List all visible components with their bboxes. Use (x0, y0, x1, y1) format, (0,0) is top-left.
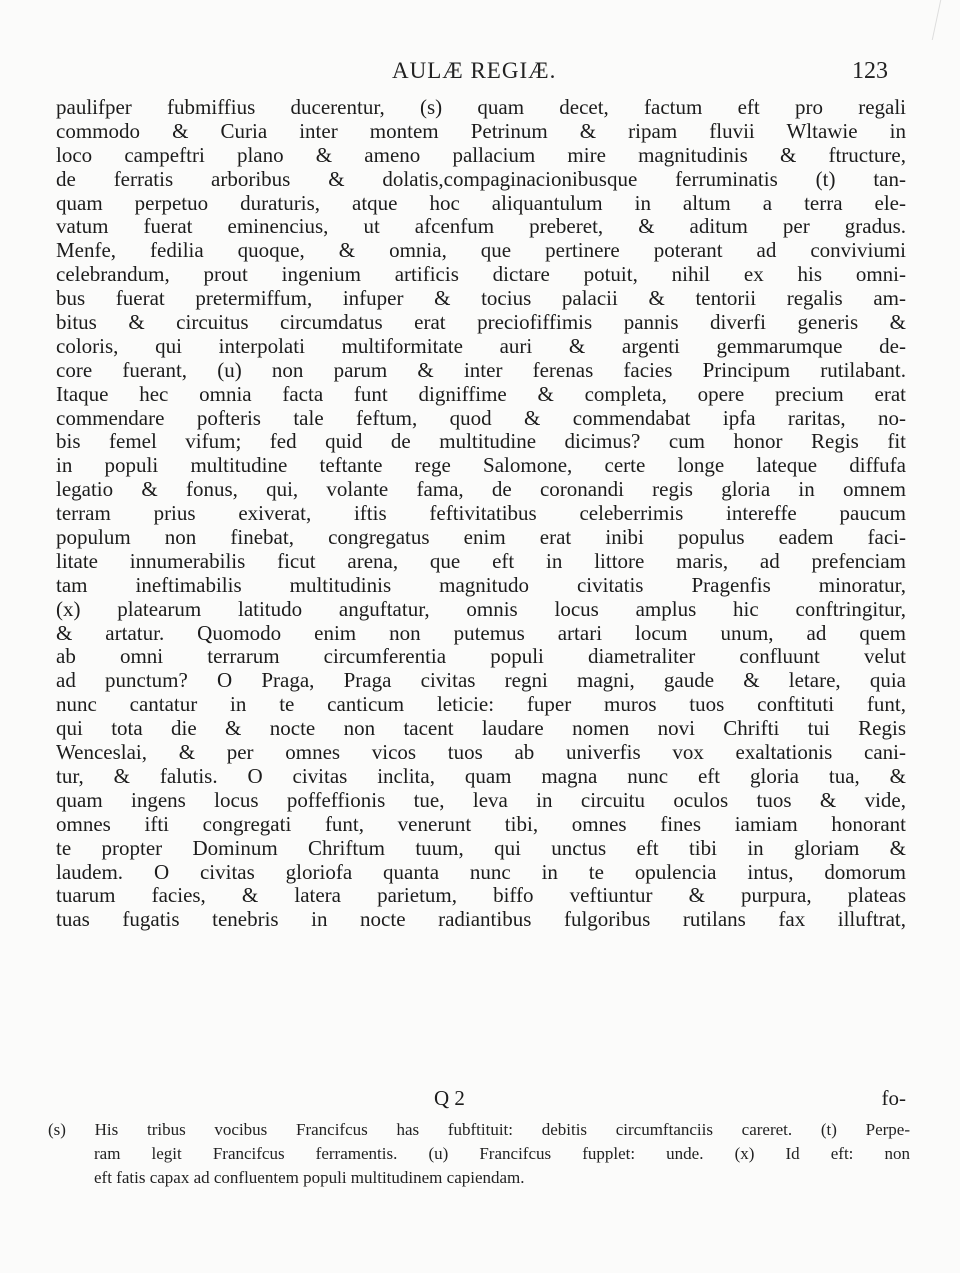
body-line: bitus & circuitus circumdatus erat preciofiffimis pannis diverfi generis & (56, 310, 906, 335)
body-line: omnes ifti congregati funt, venerunt tibi, omnes fines iamiam honorant (56, 811, 906, 836)
body-line: coloris, qui interpolati multiformitate auri & argenti gemmarumque de- (56, 333, 906, 358)
body-line: core fuerant, (u) non parum & inter ferenas facies Principum rutilabant. (56, 357, 906, 382)
body-line: & artatur. Quomodo enim non putemus artari locum unum, ad quem (56, 620, 906, 645)
running-title: AULÆ REGIÆ. (392, 58, 557, 83)
body-line: bus fuerat pretermiffum, infuper & tocius palacii & tentorii regalis am- (56, 286, 906, 311)
body-line: bis femel vifum; fed quid de multitudine dicimus? cum honor Regis fit (56, 429, 906, 454)
catchword: fo- (881, 1086, 906, 1110)
body-line: paulifper fubmiffius ducerentur, (s) quam decet, factum eft pro regali (56, 95, 906, 119)
body-line: qui tota die & nocte non tacent laudare nomen novi Chrifti tui Regis (56, 716, 906, 741)
body-line: (x) platearum latitudo anguftatur, omnis locus amplus hic conftringitur, (56, 596, 906, 621)
body-line: loco campeftri plano & ameno pallacium mire magnitudinis & ftructure, (56, 142, 906, 167)
body-line: tuas fugatis tenebris in nocte radiantibus fulgoribus rutilans fax illuftrat, (56, 907, 906, 932)
signature-row (56, 1086, 906, 1112)
body-line: Wenceslai, & per omnes vicos tuos ab univerfis vox exaltationis cani- (56, 740, 906, 765)
body-line: nunc cantatur in te canticum leticie: fuper muros tuos conftituti funt, (56, 692, 906, 717)
body-line: commodo & Curia inter montem Petrinum & ripam fluvii Wltawie in (56, 118, 906, 143)
body-text (56, 96, 906, 932)
body-line: populum non finebat, congregatus enim erat inibi populus eadem faci- (56, 525, 906, 550)
footnotes (48, 1118, 910, 1190)
body-line: tur, & falutis. O civitas inclita, quam magna nunc eft gloria tua, & (56, 763, 906, 788)
page-number: 123 (852, 58, 888, 84)
body-line: Itaque hec omnia facta funt digniffime & completa, opere precium erat (56, 381, 906, 406)
footnote-line: ram legit Francifcus ferramentis. (u) Francifcus fupplet: unde. (x) Id eft: non (94, 1144, 910, 1163)
body-line: legatio & fonus, qui, volante fama, de coronandi regis gloria in omnem (56, 477, 906, 502)
body-line: ad punctum? O Praga, Praga civitas regni magni, gaude & letare, quia (56, 668, 906, 693)
footnote-line: eft fatis capax ad confluentem populi multitudinem capiendam. (94, 1168, 525, 1187)
body-line: commendare pofteris tale feftum, quod & commendabat ipfa raritas, no- (56, 405, 906, 430)
body-line: Menfe, fedilia quoque, & omnia, que pertinere poterant ad conviviumi (56, 238, 906, 263)
body-line: de ferratis arboribus & dolatis,compaginacionibusque ferruminatis (t) tan- (56, 166, 906, 191)
body-line: ab omni terrarum circumferentia populi diametraliter confluunt velut (56, 644, 906, 669)
body-line: laudem. O civitas gloriofa quanta nunc in te opulencia intus, domorum (56, 859, 906, 884)
body-line: vatum fuerat eminencius, ut afcenfum preberet, & aditum per gradus. (56, 214, 906, 239)
body-line: quam perpetuo duraturis, atque hoc aliquantulum in altum a terra ele- (56, 190, 906, 215)
page-corner-mark (892, 0, 942, 40)
body-line: quam ingens locus poffeffionis tue, leva in circuitu oculos tuos & vide, (56, 787, 906, 812)
page-header (0, 58, 960, 92)
body-line: in populi multitudine teftante rege Salomone, certe longe lateque diffufa (56, 453, 906, 478)
body-line: tam ineftimabilis multitudinis magnitudo civitatis Pragenfis minoratur, (56, 572, 906, 597)
footnote-line: (s) His tribus vocibus Francifcus has fubftituit: debitis circumftanciis careret. (t) Perpe- (48, 1120, 910, 1139)
body-line: celebrandum, prout ingenium artificis dictare potuit, nihil ex his omni- (56, 262, 906, 287)
signature-mark: Q 2 (434, 1086, 465, 1110)
body-line: tuarum facies, & latera parietum, biffo veftiuntur & purpura, plateas (56, 883, 906, 908)
body-line: terram prius exiverat, iftis feftivitatibus celeberrimis intereffe paucum (56, 501, 906, 526)
body-line: te propter Dominum Chriftum tuum, qui unctus eft tibi in gloriam & (56, 835, 906, 860)
body-line: litate innumerabilis ficut arena, que eft in littore maris, ad prefenciam (56, 548, 906, 573)
